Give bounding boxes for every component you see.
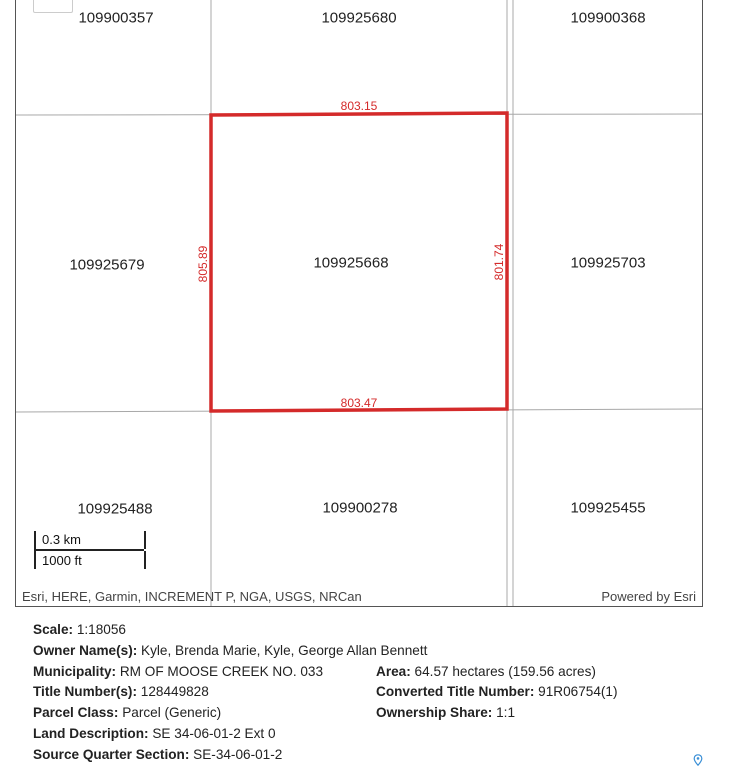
- dimension-top: 803.15: [340, 99, 378, 113]
- location-pin-icon[interactable]: [693, 754, 703, 766]
- parcel-label-top-right[interactable]: 109900368: [570, 9, 646, 27]
- parcel-class-value: Parcel (Generic): [122, 705, 222, 721]
- parcel-label-bot-left[interactable]: 109925488: [77, 500, 153, 518]
- parcel-class-label: Parcel Class:: [33, 705, 119, 721]
- area-label: Area:: [376, 663, 411, 679]
- municipality-value: RM OF MOOSE CREEK NO. 033: [119, 663, 324, 679]
- parcel-label-bot-center[interactable]: 109900278: [322, 499, 398, 517]
- parcel-label-mid-left[interactable]: 109925679: [69, 256, 145, 274]
- map-attribution[interactable]: Esri, HERE, Garmin, INCREMENT P, NGA, USGS, NRCan: [22, 589, 362, 604]
- converted-title-value: 91R06754(1): [538, 684, 618, 700]
- parcel-info: [33, 620, 618, 766]
- parcel-label-top-left[interactable]: 109900357: [78, 9, 154, 27]
- zoom-control[interactable]: [33, 0, 73, 13]
- title-number-value: 128449828: [140, 684, 209, 700]
- owner-value: Kyle, Brenda Marie, Kyle, George Allan Bennett: [141, 642, 428, 658]
- scale-bar-ft: 1000 ft: [42, 553, 82, 568]
- scale-bar: [34, 531, 146, 569]
- owner-label: Owner Name(s):: [33, 642, 138, 658]
- scale-bar-km: 0.3 km: [42, 532, 82, 547]
- parcel-label-mid-right[interactable]: 109925703: [570, 254, 646, 272]
- ownership-share-value: 1:1: [496, 705, 516, 721]
- powered-by-esri[interactable]: Powered by Esri: [601, 589, 696, 604]
- source-quarter-value: SE-34-06-01-2: [193, 746, 283, 762]
- source-quarter-label: Source Quarter Section:: [33, 746, 190, 762]
- land-description-value: SE 34-06-01-2 Ext 0: [152, 725, 276, 741]
- dimension-bottom: 803.47: [340, 396, 378, 410]
- parcel-label-bot-right[interactable]: 109925455: [570, 499, 646, 517]
- scale-value: 1:18056: [76, 622, 126, 637]
- map-view[interactable]: [15, 0, 703, 607]
- dimension-right: 801.74: [492, 243, 506, 281]
- scale-label: Scale:: [33, 622, 74, 637]
- parcel-label-top-center[interactable]: 109925680: [321, 9, 397, 27]
- dimension-left: 805.89: [196, 245, 210, 283]
- title-number-label: Title Number(s):: [33, 684, 137, 700]
- converted-title-label: Converted Title Number:: [376, 684, 535, 700]
- land-description-label: Land Description:: [33, 725, 149, 741]
- area-value: 64.57 hectares (159.56 acres): [414, 663, 596, 679]
- parcel-label-selected[interactable]: 109925668: [313, 254, 389, 272]
- municipality-label: Municipality:: [33, 663, 117, 679]
- ownership-share-label: Ownership Share:: [376, 705, 493, 721]
